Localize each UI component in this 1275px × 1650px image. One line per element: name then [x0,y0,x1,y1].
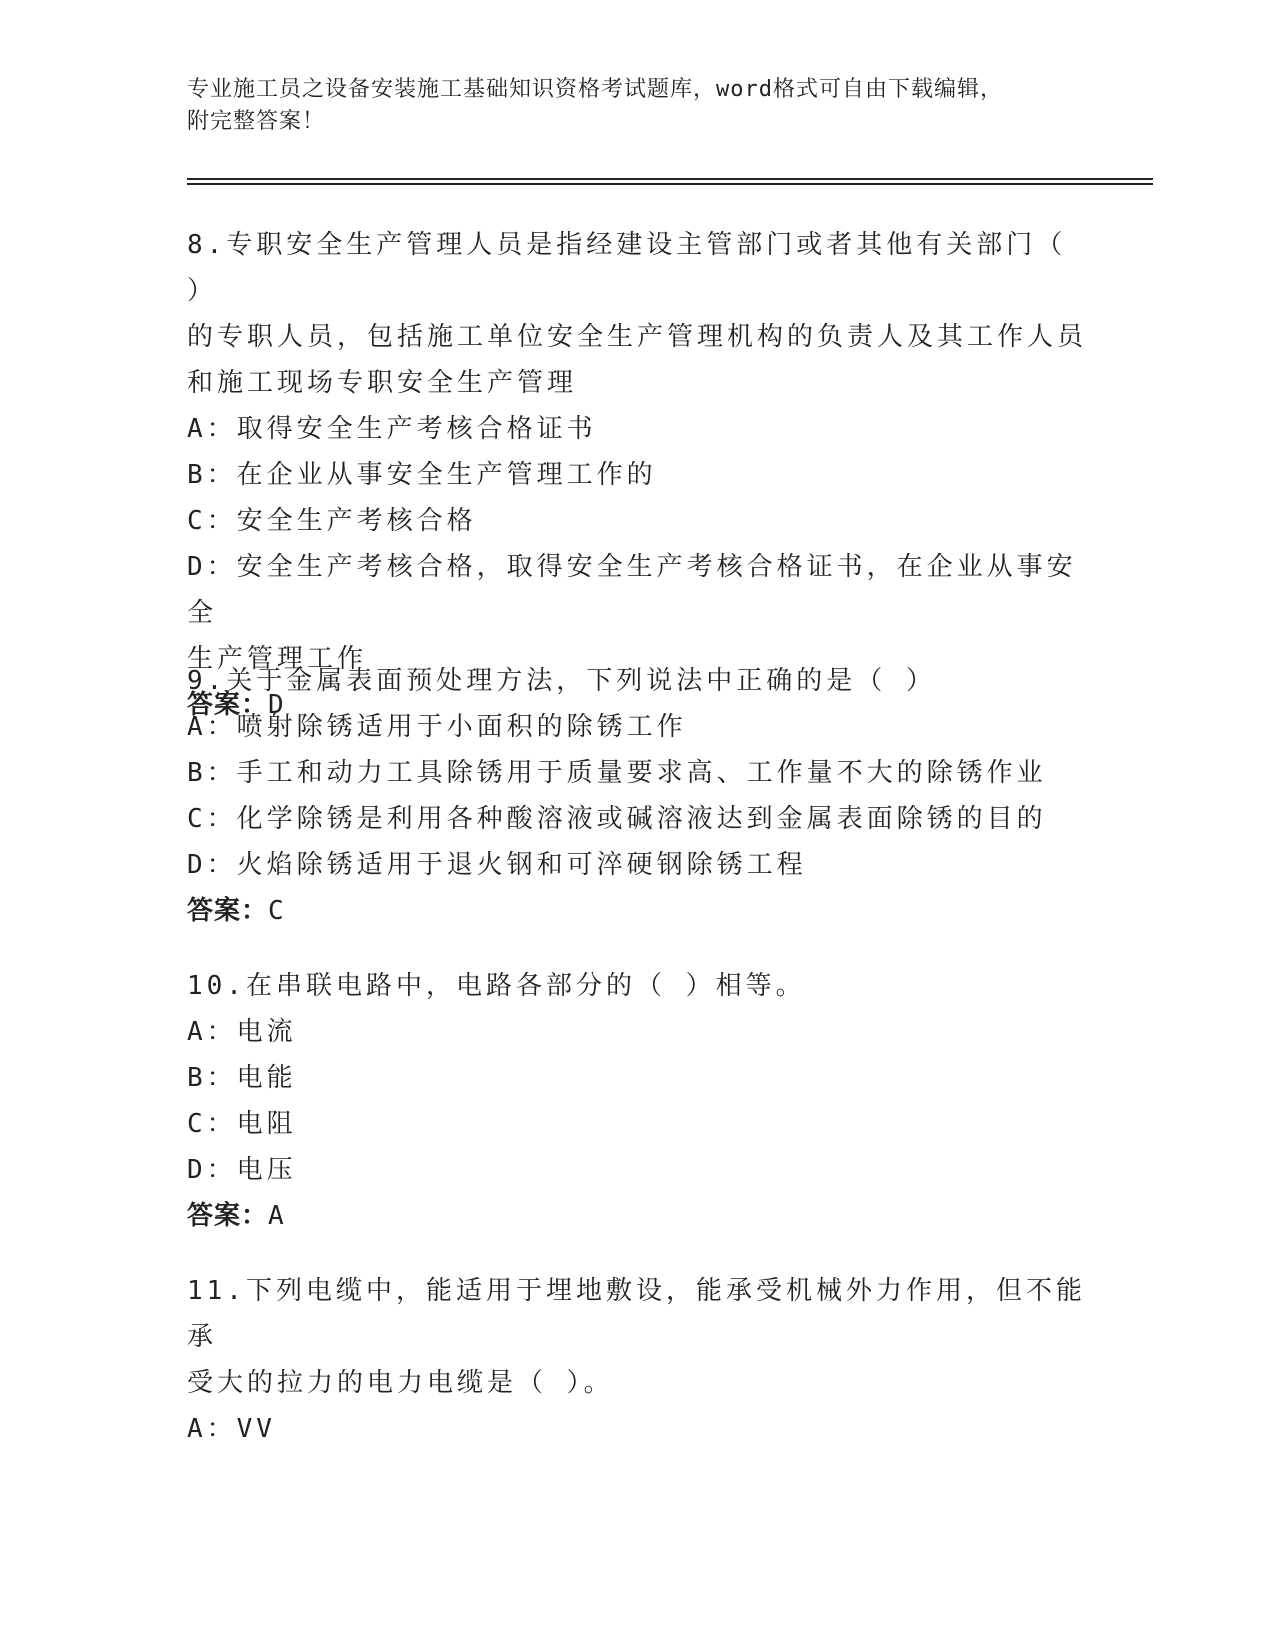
option-a: A：VV [187,1414,276,1444]
header-divider-second [187,183,1153,185]
option-b: B：在企业从事安全生产管理工作的 [187,460,657,490]
question-stem-line: 10.在串联电路中，电路各部分的（ ）相等。 [187,971,806,1001]
option-c: C：电阻 [187,1109,297,1139]
option-c: C：化学除锈是利用各种酸溶液或碱溶液达到金属表面除锈的目的 [187,804,1047,834]
option-c: C：安全生产考核合格 [187,506,477,536]
question-stem-line: 9.关于金属表面预处理方法，下列说法中正确的是（ ） [187,666,936,696]
answer-value: C [268,896,285,926]
answer-label: 答案： [187,896,269,926]
option-b: B：电能 [187,1063,297,1093]
option-a: A：喷射除锈适用于小面积的除锈工作 [187,712,687,742]
option-d: D：电压 [187,1155,297,1185]
answer [187,888,1087,934]
option-b: B：手工和动力工具除锈用于质量要求高、工作量不大的除锈作业 [187,758,1047,788]
question-stem-line: 11.下列电缆中，能适用于埋地敷设，能承受机械外力作用，但不能承 [187,1276,1086,1352]
header-divider [187,178,1153,180]
answer [187,1193,1087,1239]
question-stem-line: 和施工现场专职安全生产管理 [187,368,578,398]
answer-value: A [268,1201,285,1231]
answer-label: 答案： [187,1201,269,1231]
option-d: D：火焰除锈适用于退火钢和可淬硬钢除锈工程 [187,850,807,880]
question-stem-line: 受大的拉力的电力电缆是（ ）。 [187,1368,614,1398]
answer-label: 答案： [187,690,269,720]
question-11 [187,1268,1087,1452]
question-stem-line: 8.专职安全生产管理人员是指经建设主管部门或者其他有关部门（ ） [187,230,1067,306]
question-stem-line: 的专职人员，包括施工单位安全生产管理机构的负责人及其工作人员 [187,322,1088,352]
option-a: A：电流 [187,1017,297,1047]
header-line-2: 附完整答案！ [187,109,326,134]
question-10 [187,963,1087,1239]
question-8 [187,222,1087,728]
option-d-continued: 生产管理工作 [187,644,368,674]
answer-value: D [268,690,285,720]
option-a: A：取得安全生产考核合格证书 [187,414,597,444]
header-line-1: 专业施工员之设备安装施工基础知识资格考试题库，word格式可自由下载编辑， [187,77,1003,102]
header-note [187,74,1067,138]
question-9 [187,658,1087,934]
option-d: D：安全生产考核合格，取得安全生产考核合格证书，在企业从事安全 [187,552,1077,628]
